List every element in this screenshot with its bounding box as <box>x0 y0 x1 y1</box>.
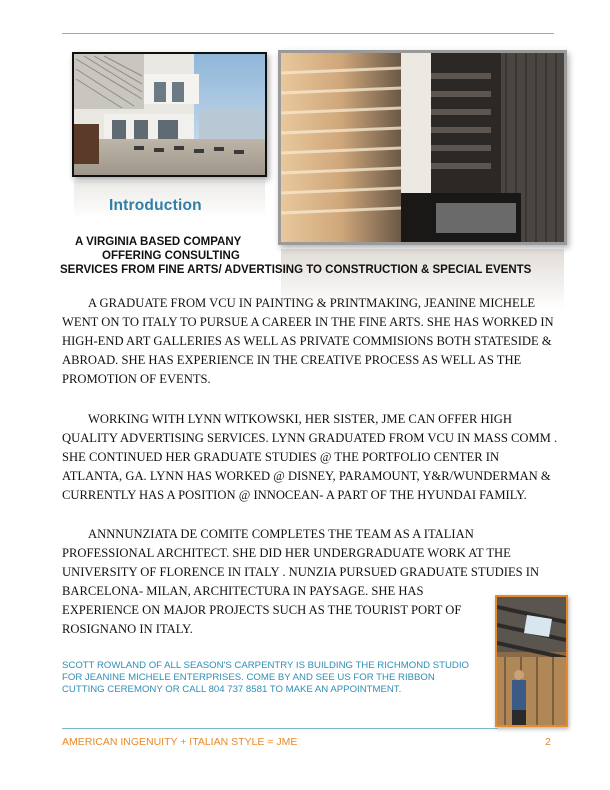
top-rule <box>62 33 554 34</box>
paragraph-line: ABROAD. SHE HAS EXPERIENCE IN THE CREATIVE PROCESS AS WELL AS THE <box>62 353 522 367</box>
tagline-line-3: SERVICES FROM FINE ARTS/ ADVERTISING TO CONSTRUCTION & SPECIAL EVENTS <box>60 264 532 276</box>
worker-ceiling-image <box>497 597 566 725</box>
paragraph-line: WENT ON TO ITALY TO PURSUE A CAREER IN THE FINE ARTS. SHE HAS WORKED IN <box>62 315 554 329</box>
courtyard-photo <box>72 52 267 177</box>
carpentry-photo <box>495 595 568 727</box>
paragraph-line: ATLANTA, GA. LYNN HAS WORKED @ DISNEY, PARAMOUNT, Y&R/WUNDERMAN & <box>62 469 551 483</box>
paragraph-line: SHE CONTINUED HER GRADUATE STUDIES @ THE PORTFOLIO CENTER IN <box>62 450 500 464</box>
building-courtyard-image <box>74 54 265 175</box>
staircase-photo <box>278 50 567 245</box>
section-heading: Introduction <box>109 197 202 214</box>
note-line: FOR JEANINE MICHELE ENTERPRISES. COME BY AND SEE US FOR THE RIBBON <box>62 672 435 683</box>
paragraph-line: QUALITY ADVERTISING SERVICES. LYNN GRADUATED FROM VCU IN MASS COMM . <box>62 431 558 445</box>
note-line: CUTTING CEREMONY OR CALL 804 737 8581 TO MAKE AN APPOINTMENT. <box>62 684 402 695</box>
footer-slogan: AMERICAN INGENUITY + ITALIAN STYLE = JME <box>62 736 298 748</box>
paragraph-line: UNIVERSITY OF FLORENCE IN ITALY . NUNZIA PURSUED GRADUATE STUDIES IN <box>62 565 540 579</box>
tagline-line-2: OFFERING CONSULTING <box>102 250 240 262</box>
paragraph-line: EXPERIENCE ON MAJOR PROJECTS SUCH AS THE TOURIST PORT OF <box>62 603 462 617</box>
page-number: 2 <box>545 736 551 748</box>
paragraph-nunzia <box>62 525 562 639</box>
paragraph-line: PROMOTION OF EVENTS. <box>62 372 211 386</box>
bottom-rule <box>62 728 498 729</box>
paragraph-line: A GRADUATE FROM VCU IN PAINTING & PRINTMAKING, JEANINE MICHELE <box>88 296 536 310</box>
paragraph-line: ROSIGNANO IN ITALY. <box>62 622 193 636</box>
paragraph-line: PROFESSIONAL ARCHITECT. SHE DID HER UNDERGRADUATE WORK AT THE <box>62 546 511 560</box>
paragraph-line: WORKING WITH LYNN WITKOWSKI, HER SISTER, JME CAN OFFER HIGH <box>88 412 512 426</box>
paragraph-line: ANNNUNZIATA DE COMITE COMPLETES THE TEAM AS A ITALIAN <box>88 527 474 541</box>
tagline-line-1: A VIRGINIA BASED COMPANY <box>75 236 242 248</box>
note-line: SCOTT ROWLAND OF ALL SEASON'S CARPENTRY IS BUILDING THE RICHMOND STUDIO <box>62 660 469 671</box>
paragraph-lynn <box>62 410 562 505</box>
paragraph-line: BARCELONA- MILAN, ARCHITECTURA IN PAYSAGE. SHE HAS <box>62 584 424 598</box>
paragraph-jeanine <box>62 294 562 389</box>
paragraph-line: HIGH-END ART GALLERIES AS WELL AS PRIVATE COMMISIONS BOTH STATESIDE & <box>62 334 552 348</box>
paragraph-line: CURRENTLY HAS A POSITION @ INNOCEAN- A PART OF THE HYUNDAI FAMILY. <box>62 488 527 502</box>
studio-note <box>62 660 469 696</box>
interior-staircase-image <box>281 53 564 242</box>
